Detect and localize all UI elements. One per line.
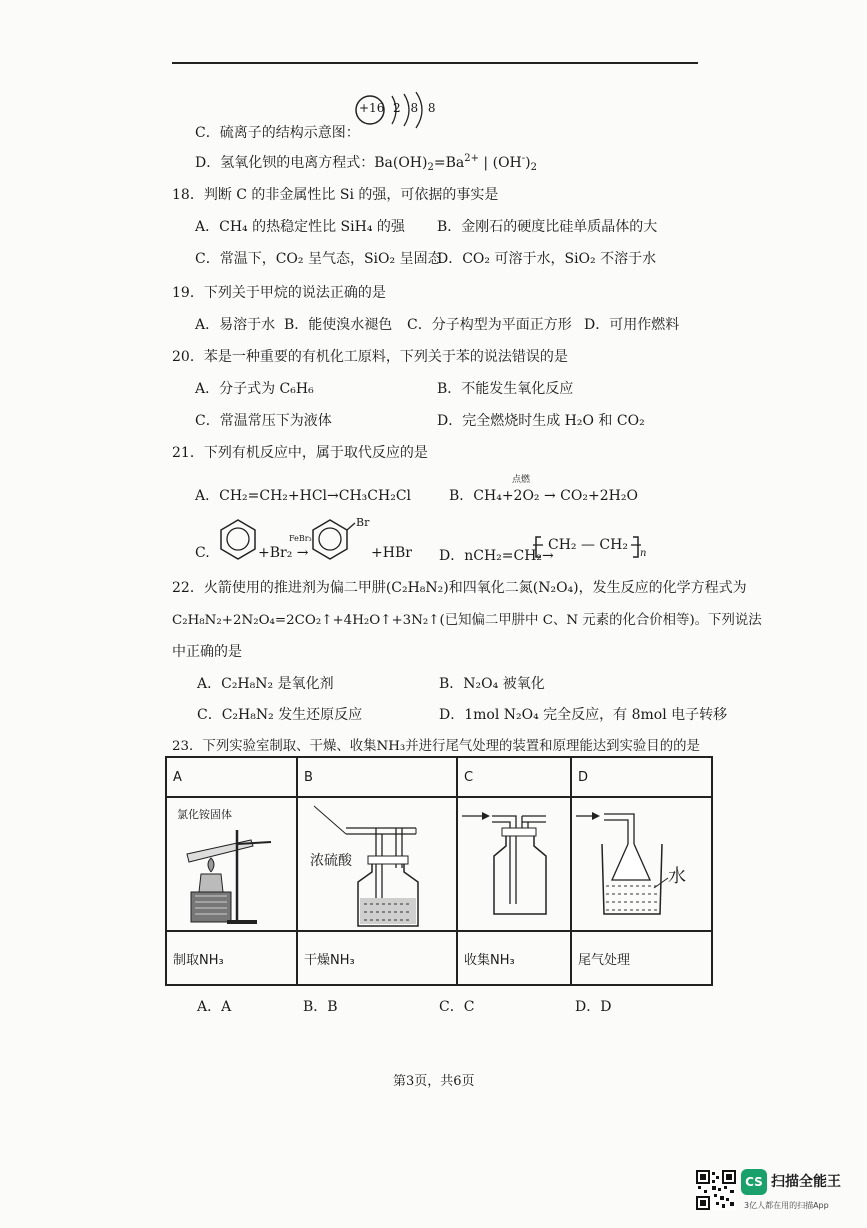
q22-option-d: D．1mol N₂O₄ 完全反应，有 8mol 电子转移 [439,707,728,723]
q19-option-c: C．分子构型为平面正方形 [407,317,572,333]
q20-stem: 20．苯是一种重要的有机化工原料，下列关于苯的说法错误的是 [172,349,568,365]
q22-option-c: C．C₂H₈N₂ 发生还原反应 [197,707,363,723]
header-a: A [166,757,297,797]
gas-washing-bottle-icon [306,798,456,928]
q22-stem-line2: C₂H₈N₂+2N₂O₄=2CO₂↑+4H₂O↑+3N₂↑(已知偏二甲肼中 C、N 元素的化合价相等)。下列说法 [172,613,762,628]
q21-option-c-label: C. [195,545,210,561]
tail-gas-absorption-icon [576,804,676,928]
qr-code-icon [696,1170,736,1210]
nucleus-charge: +16 [359,101,385,115]
scanner-slogan: 3亿人都在用的扫描App [744,1201,829,1210]
q20-option-d: D．完全燃烧时生成 H₂O 和 CO₂ [437,413,645,429]
polymer-degree: n [640,548,647,559]
apparatus-a-cell [166,797,297,931]
header-c: C [457,757,571,797]
scanner-brand: 扫描全能王 [771,1174,841,1190]
q23-stem: 23．下列实验室制取、干燥、收集NH₃并进行尾气处理的装置和原理能达到实验目的的是 [172,739,700,754]
q17-option-d: D．氢氧化钡的电离方程式：$Ba(OH)_2=Ba^{2+}$ | $(OH^-)_2$ [195,153,537,173]
q21-condition-ignite: 点燃 [512,475,531,485]
q21-option-d: D．nCH₂=CH₂→ [439,548,554,564]
q18-option-b: B．金刚石的硬度比硅单质晶体的大 [437,219,658,235]
q23-choice-b: B．B [303,999,338,1015]
q19-option-a: A．易溶于水 [195,317,276,333]
q21-stem: 21．下列有机反应中，属于取代反应的是 [172,445,428,461]
q18-stem: 18．判断 C 的非金属性比 Si 的强，可依据的事实是 [172,187,499,203]
bromine-substituent: Br [356,516,370,529]
q19-option-d: D．可用作燃料 [584,317,680,333]
caption-d: 尾气处理 [571,931,712,985]
q20-option-b: B．不能发生氧化反应 [437,381,574,397]
q22-option-b: B．N₂O₄ 被氧化 [439,676,545,692]
q23-choice-a: A．A [197,999,232,1015]
q17-option-c: C．硫离子的结构示意图： [195,125,360,141]
polymer-repeat-unit: CH₂ — CH₂ [548,537,628,553]
apparatus-d-cell [571,797,712,931]
q20-option-a: A．分子式为 C₆H₆ [195,381,314,397]
q20-option-c: C．常温常压下为液体 [195,413,332,429]
heating-apparatus-icon [181,822,291,930]
label-conc-sulfuric-acid: 浓硫酸 [310,853,352,869]
q19-option-b: B．能使溴水褪色 [284,317,393,333]
page-number: 第3页，共6页 [393,1074,475,1089]
q21-option-b: B．CH₄+2O₂ → CO₂+2H₂O [449,488,638,504]
q23-choice-c: C．C [439,999,475,1015]
q21-option-c-product: +HBr [371,545,412,561]
q22-option-a: A．C₂H₈N₂ 是氧化剂 [197,676,334,692]
camscanner-logo: CS [741,1169,767,1195]
experiment-table [165,756,713,986]
q22-stem-line1: 22．火箭使用的推进剂为偏二甲肼(C₂H₈N₂)和四氧化二氮(N₂O₄)，发生反应的化学方程式为 [172,580,747,596]
q18-option-a: A．CH₄ 的热稳定性比 SiH₄ 的强 [195,219,405,235]
header-d: D [571,757,712,797]
gas-collection-bottle-icon [462,804,568,928]
q22-stem-line3: 中正确的是 [172,644,242,660]
q19-stem: 19．下列关于甲烷的说法正确的是 [172,285,386,301]
q18-option-d: D．CO₂ 可溶于水，SiO₂ 不溶于水 [437,251,657,267]
q21-option-a: A．CH₂=CH₂+HCl→CH₃CH₂Cl [195,488,412,504]
q21-option-c-reagent: +Br₂ → [258,545,309,561]
apparatus-b-cell [297,797,457,931]
label-water: 水 [668,866,686,887]
label-ammonium-chloride: 氯化铵固体 [177,808,232,821]
q21-catalyst: FeBr₃ [289,534,312,543]
header-b: B [297,757,457,797]
apparatus-c-cell [457,797,571,931]
benzene-ring-icon [216,517,260,561]
sulfide-ion-structure-diagram [348,92,438,138]
q18-option-c: C．常温下，CO₂ 呈气态，SiO₂ 呈固态 [195,251,442,267]
caption-a: 制取NH₃ [166,931,297,985]
caption-b: 干燥NH₃ [297,931,457,985]
q23-choice-d: D．D [575,999,612,1015]
caption-c: 收集NH₃ [457,931,571,985]
header-rule [172,62,698,64]
electron-shells: 2 8 8 [393,101,439,115]
